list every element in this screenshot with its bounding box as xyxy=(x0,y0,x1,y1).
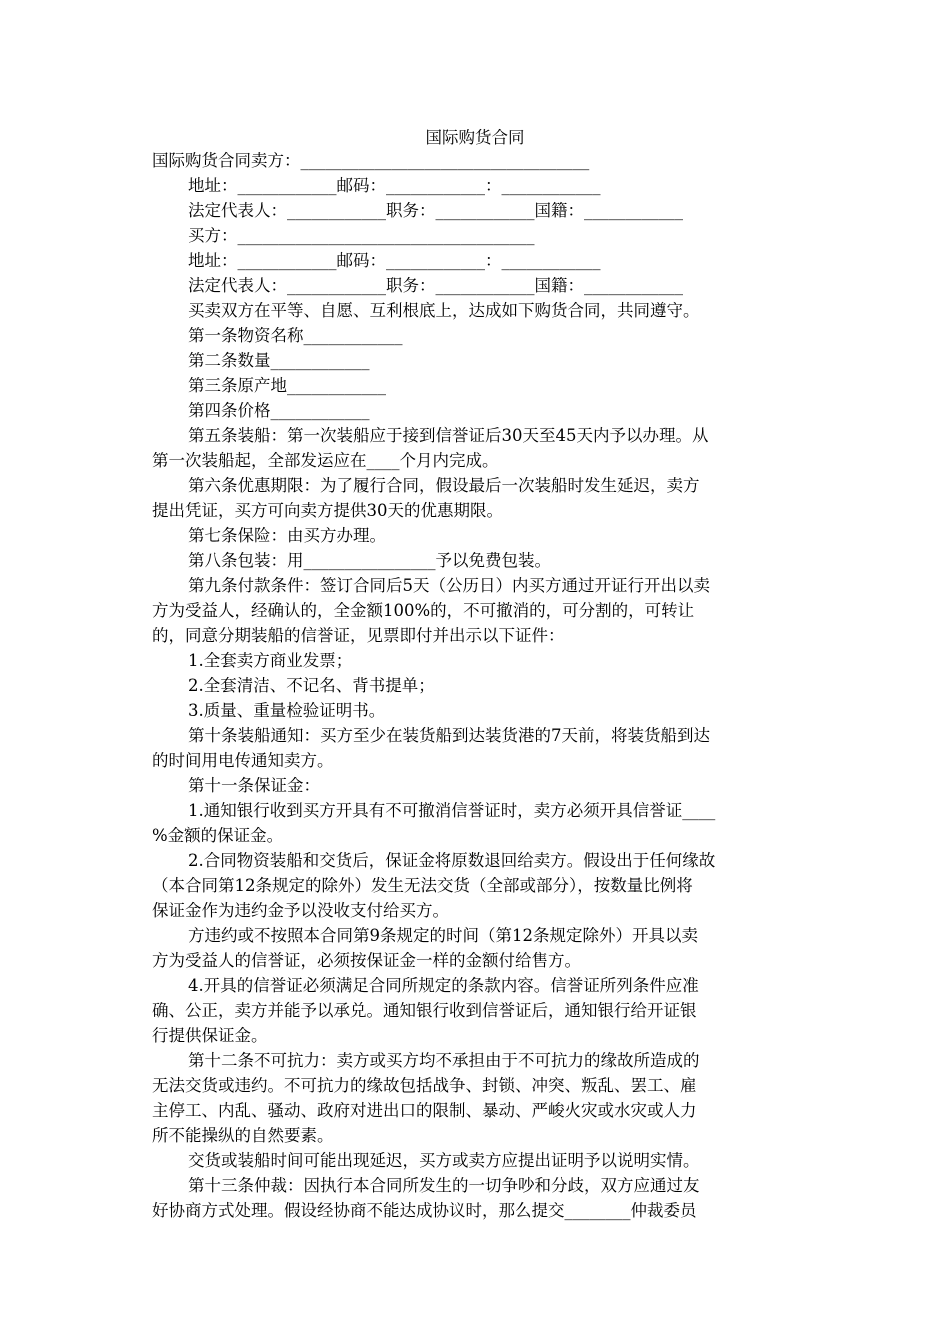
preamble-line: 买卖双方在平等、自愿、互利根底上，达成如下购货合同，共同遵守。 xyxy=(188,301,700,320)
clause-11-line: 第十一条保证金： xyxy=(188,776,320,795)
clause-9-line: 第九条付款条件：签订合同后5天（公历日）内买方通过开证行开出以卖 xyxy=(188,576,710,595)
clause-5-line: 第五条装船：第一次装船应于接到信誉证后30天至45天内予以办理。从 xyxy=(188,426,709,445)
clause-11-item-line: 确、公正，卖方并能予以承兑。通知银行收到信誉证后，通知银行给开证银 xyxy=(152,1001,697,1020)
clause-6-line: 第六条优惠期限：为了履行合同，假设最后一次装船时发生延迟，卖方 xyxy=(188,476,700,495)
clause-11-item-line: （本合同第12条规定的除外）发生无法交货（全部或部分），按数量比例将 xyxy=(152,876,693,895)
document-title: 国际购货合同 xyxy=(425,128,525,147)
clause-9-item-line: 3.质量、重量检验证明书。 xyxy=(188,701,386,720)
buyer-representative-line: 法定代表人：____________职务：____________国籍：____________ xyxy=(188,276,683,295)
seller-line: 国际购货合同卖方：___________________________________ xyxy=(152,151,590,170)
clause-12-line: 所不能操纵的自然要素。 xyxy=(152,1126,334,1145)
clause-11-item-line: 行提供保证金。 xyxy=(152,1026,268,1045)
clause-9-line: 的，同意分期装船的信誉证，见票即付并出示以下证件： xyxy=(152,626,565,645)
clause-13-line: 第十三条仲裁：因执行本合同所发生的一切争吵和分歧，双方应通过友 xyxy=(188,1176,700,1195)
clause-7-line: 第七条保险：由买方办理。 xyxy=(188,526,386,545)
clause-10-line: 的时间用电传通知卖方。 xyxy=(152,751,334,770)
clause-12-note-line: 交货或装船时间可能出现延迟，买方或卖方应提出证明予以说明实情。 xyxy=(188,1151,700,1170)
clause-12-line: 第十二条不可抗力：卖方或买方均不承担由于不可抗力的缘故所造成的 xyxy=(188,1051,700,1070)
clause-12-line: 无法交货或违约。不可抗力的缘故包括战争、封锁、冲突、叛乱、罢工、雇 xyxy=(152,1076,697,1095)
clause-1-line: 第一条物资名称____________ xyxy=(188,326,403,345)
clause-9-item-line: 2.全套清洁、不记名、背书提单； xyxy=(188,676,435,695)
clause-9-item-line: 1.全套卖方商业发票； xyxy=(188,651,353,670)
clause-10-line: 第十条装船通知：买方至少在装货船到达装货港的7天前，将装货船到达 xyxy=(188,726,710,745)
clause-2-line: 第二条数量____________ xyxy=(188,351,370,370)
buyer-line: 买方：____________________________________ xyxy=(188,226,535,245)
clause-11-item-line: 方违约或不按照本合同第9条规定的时间（第12条规定除外）开具以卖 xyxy=(188,926,698,945)
clause-11-item-line: 2.合同物资装船和交货后，保证金将原数退回给卖方。假设出于任何缘故 xyxy=(188,851,716,870)
clause-13-line: 好协商方式处理。假设经协商不能达成协议时，那么提交________仲裁委员 xyxy=(152,1201,697,1220)
clause-11-item-line: 1.通知银行收到买方开具有不可撤消信誉证时，卖方必须开具信誉证____ xyxy=(188,801,716,820)
buyer-address-line: 地址：____________邮码：____________：____________ xyxy=(188,251,601,270)
clause-4-line: 第四条价格____________ xyxy=(188,401,370,420)
clause-11-item-line: %金额的保证金。 xyxy=(152,826,284,845)
clause-6-line: 提出凭证，买方可向卖方提供30天的优惠期限。 xyxy=(152,501,503,520)
seller-representative-line: 法定代表人：____________职务：____________国籍：____________ xyxy=(188,201,683,220)
clause-3-line: 第三条原产地____________ xyxy=(188,376,386,395)
clause-5-line: 第一次装船起，全部发运应在____个月内完成。 xyxy=(152,451,499,470)
clause-11-item-line: 4.开具的信誉证必须满足合同所规定的条款内容。信誉证所列条件应准 xyxy=(188,976,699,995)
seller-address-line: 地址：____________邮码：____________：____________ xyxy=(188,176,601,195)
clause-8-line: 第八条包装：用________________予以免费包装。 xyxy=(188,551,551,570)
clause-12-line: 主停工、内乱、骚动、政府对进出口的限制、暴动、严峻火灾或水灾或人力 xyxy=(152,1101,697,1120)
clause-9-line: 方为受益人，经确认的，全金额100%的，不可撤消的，可分割的，可转让 xyxy=(152,601,695,620)
clause-11-item-line: 保证金作为违约金予以没收支付给买方。 xyxy=(152,901,449,920)
clause-11-item-line: 方为受益人的信誉证，必须按保证金一样的金额付给售方。 xyxy=(152,951,581,970)
